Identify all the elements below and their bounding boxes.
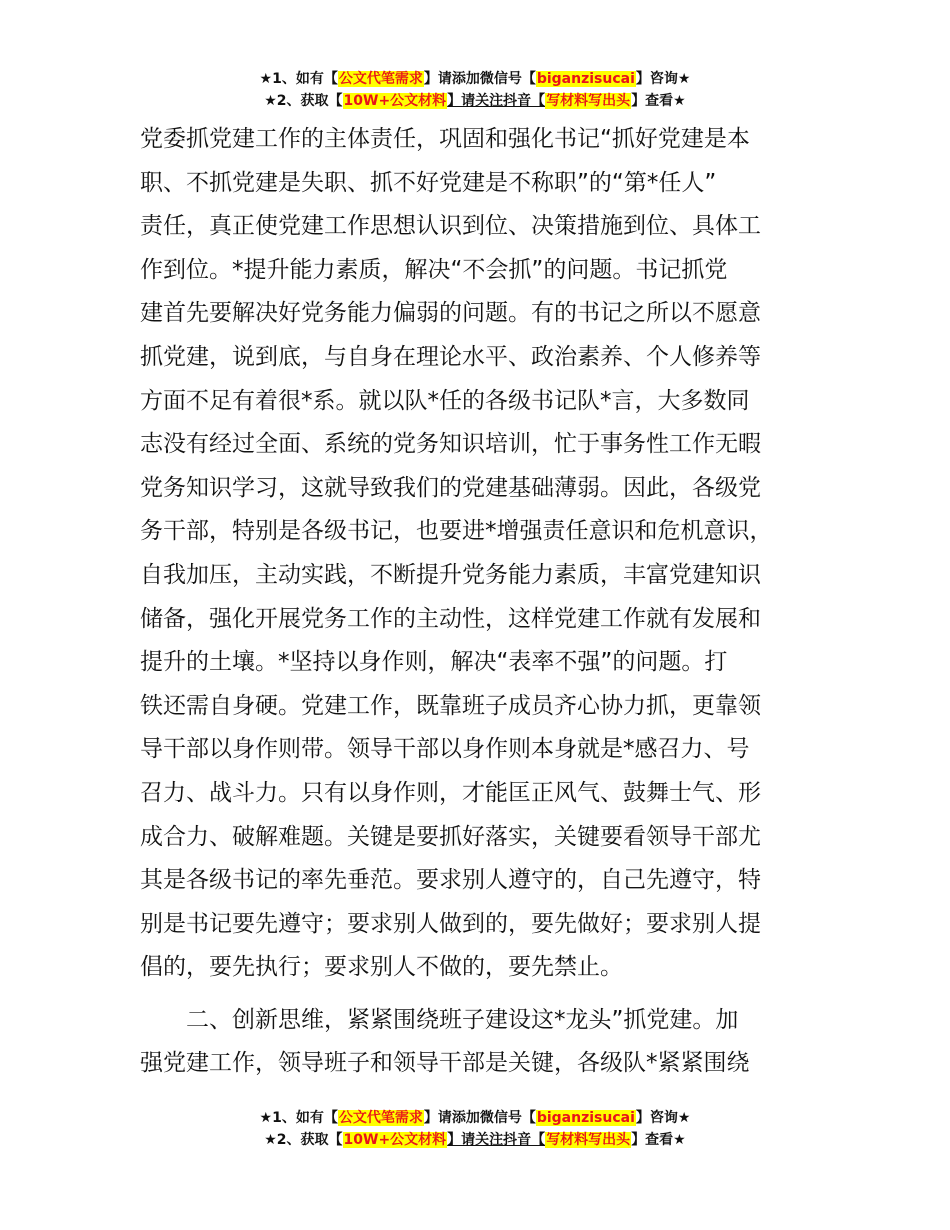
text-line: 倡的，要先执行；要求别人不做的，要先禁止。 [140, 954, 623, 981]
text-line: 召力、战斗力。只有以身作则，才能匡正风气、鼓舞士气、形 [140, 779, 761, 806]
document-body [140, 118, 830, 1086]
ad-text: 】咨询★ [635, 71, 691, 87]
text-line: 党务知识学习，这就导致我们的党建基础薄弱。因此，各级党 [140, 474, 761, 501]
ad-line-1 [0, 1107, 950, 1129]
ad-text: 】请关注抖音【 [447, 93, 546, 109]
text-line: 建首先要解决好党务能力偏弱的问题。有的书记之所以不愿意 [140, 300, 761, 327]
text-line: 党委抓党建工作的主体责任，巩固和强化书记“抓好党建是本 [140, 126, 750, 152]
text-line: 方面不足有着很*系。就以队*任的各级书记队*言，大多数同 [140, 387, 750, 414]
ad-text: 】咨询★ [635, 1110, 691, 1126]
ad-text: ★2、获取【 [264, 93, 343, 109]
footer-ad-banner [0, 1107, 950, 1151]
text-line: 作到位。*提升能力素质，解决“不会抓”的问题。书记抓党 [140, 256, 728, 283]
ad-text: ★1、如有【 [259, 1110, 338, 1126]
text-line: 务干部，特别是各级书记，也要进*增强责任意识和危机意识， [140, 518, 773, 545]
text-line: 职、不抓党建是失职、抓不好党建是不称职”的“第*任人” [140, 169, 717, 196]
ad-highlight: 10W+公文材料 [343, 1132, 447, 1148]
ad-text: 】查看★ [631, 1132, 686, 1148]
header-ad-banner [0, 68, 950, 112]
ad-douyin-id: 写材料写出头 [546, 93, 631, 109]
ad-text: ★2、获取【 [264, 1132, 343, 1148]
text-line: 二、创新思维，紧紧围绕班子建设这*龙头”抓党建。加 [186, 1006, 739, 1033]
ad-text: 】请添加微信号【 [423, 71, 536, 87]
ad-wechat-id: biganzisucai [536, 71, 635, 87]
text-line: 成合力、破解难题。关键是要抓好落实，关键要看领导干部尤 [140, 823, 761, 850]
text-line: 别是书记要先遵守；要求别人做到的，要先做好；要求别人提 [140, 910, 761, 937]
paragraph-1 [140, 118, 830, 990]
text-line: 抓党建，说到底，与自身在理论水平、政治素养、个人修养等 [140, 343, 761, 370]
text-line: 强党建工作，领导班子和领导干部是关键，各级队*紧紧围绕 [140, 1050, 750, 1077]
ad-text: 】查看★ [631, 93, 686, 109]
text-line: 志没有经过全面、系统的党务知识培训，忙于事务性工作无暇 [140, 431, 761, 458]
ad-highlight: 10W+公文材料 [343, 93, 447, 109]
text-line: 铁还需自身硬。党建工作，既靠班子成员齐心协力抓，更靠领 [140, 692, 761, 719]
ad-text: 】请关注抖音【 [447, 1132, 546, 1148]
text-line: 导干部以身作则带。领导干部以身作则本身就是*感召力、号 [140, 736, 750, 763]
ad-text: ★1、如有【 [259, 71, 338, 87]
ad-highlight: 公文代笔需求 [338, 1110, 423, 1126]
text-line: 其是各级书记的率先垂范。要求别人遵守的，自己先遵守，特 [140, 867, 761, 894]
ad-text: 】请添加微信号【 [423, 1110, 536, 1126]
ad-douyin-id: 写材料写出头 [546, 1132, 631, 1148]
ad-line-2 [0, 90, 950, 112]
ad-wechat-id: biganzisucai [536, 1110, 635, 1126]
text-line: 提升的土壤。*坚持以身作则，解决“表率不强”的问题。打 [140, 649, 728, 676]
ad-line-1 [0, 68, 950, 90]
text-line: 储备，强化开展党务工作的主动性，这样党建工作就有发展和 [140, 605, 761, 632]
text-line: 责任，真正使党建工作思想认识到位、决策措施到位、具体工 [140, 213, 761, 240]
ad-line-2 [0, 1129, 950, 1151]
text-line: 自我加压，主动实践，不断提升党务能力素质，丰富党建知识 [140, 561, 761, 588]
paragraph-2 [140, 999, 830, 1086]
ad-highlight: 公文代笔需求 [338, 71, 423, 87]
